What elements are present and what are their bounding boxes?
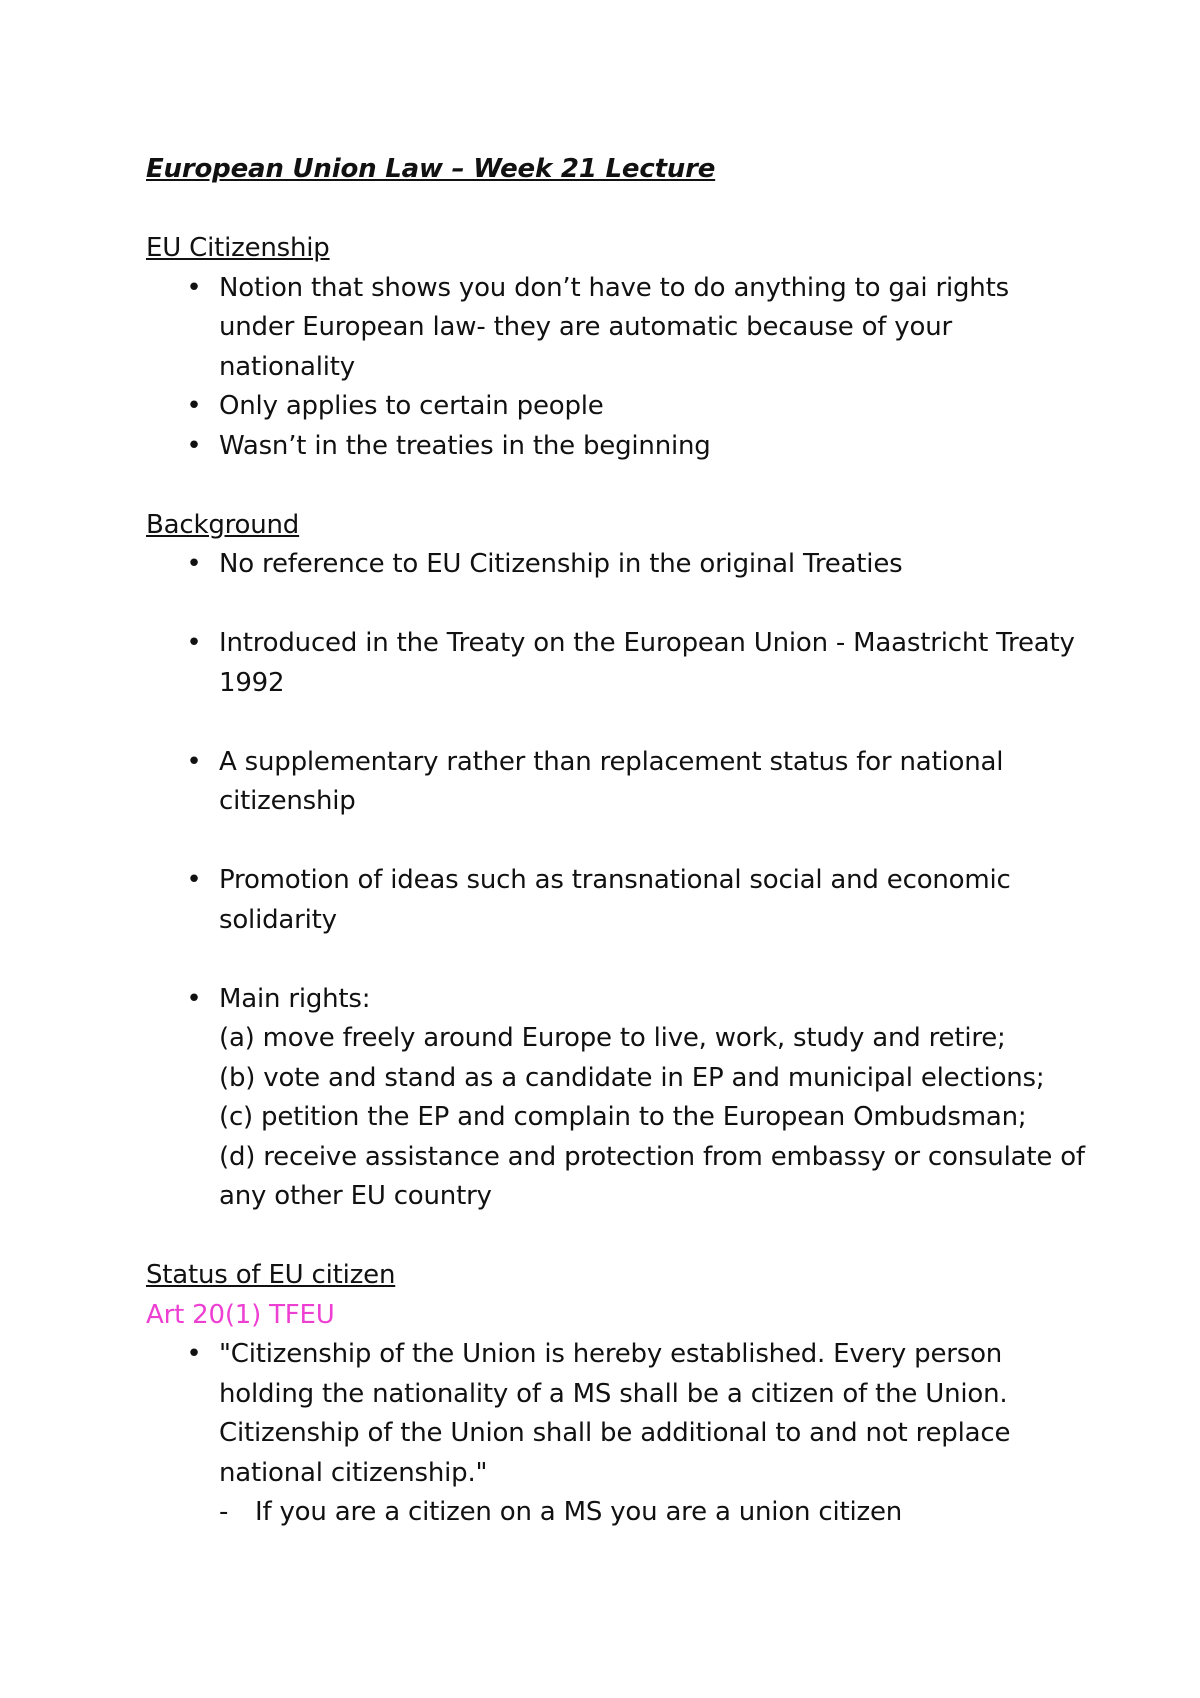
spacer: [146, 190, 1086, 230]
bullet-icon: •: [186, 865, 202, 895]
list-item: [146, 861, 1086, 940]
main-right-item: (b) vote and stand as a candidate in EP and municipal elections;: [219, 1062, 1045, 1093]
list-item: [146, 1335, 1086, 1533]
bullet-icon: •: [186, 983, 202, 1014]
list-item-text: Only applies to certain people: [219, 391, 604, 421]
list-item: [146, 624, 1086, 703]
list-item: [146, 387, 1086, 427]
dash-icon: -: [219, 1497, 229, 1527]
status-list: [146, 1335, 1086, 1533]
main-right-item: (d) receive assistance and protection from embassy or consulate of any other EU country: [219, 1141, 1085, 1211]
list-item: [146, 743, 1086, 822]
list-item: [146, 269, 1086, 388]
bullet-icon: •: [186, 628, 202, 658]
document-body: [146, 150, 1086, 1533]
main-rights-label: Main rights:: [219, 983, 371, 1014]
bullet-icon: •: [186, 430, 202, 461]
eu-citizenship-list: [146, 269, 1086, 467]
section-heading-status: Status of EU citizen: [146, 1260, 396, 1290]
list-item-text: Wasn’t in the treaties in the beginning: [219, 430, 711, 461]
bullet-icon: •: [186, 272, 202, 303]
dash-note-text: If you are a citizen on a MS you are a union citizen: [255, 1497, 903, 1527]
list-item-text: A supplementary rather than replacement status for national citizenship: [219, 746, 1004, 816]
article-quote: "Citizenship of the Union is hereby established. Every person holding the nationality of a MS shall be a citizen of the Union. Citizenship of the Union shall be additional to and not replace national citizenship.": [219, 1339, 1011, 1488]
list-item-text: Introduced in the Treaty on the European Union - Maastricht Treaty 1992: [219, 628, 1075, 698]
bullet-icon: •: [186, 549, 202, 579]
bullet-icon: •: [186, 391, 202, 421]
spacer: [146, 466, 1086, 506]
section-heading-background: Background: [146, 509, 300, 540]
bullet-icon: •: [186, 1339, 202, 1369]
list-item-text: Notion that shows you don’t have to do anything to gai rights under European law- they are automatic because of your nationality: [219, 272, 1009, 382]
article-reference: Art 20(1) TFEU: [146, 1299, 335, 1330]
list-item-text: Promotion of ideas such as transnational social and economic solidarity: [219, 865, 1011, 935]
dash-note: [219, 1493, 1086, 1533]
list-item: [146, 545, 1086, 585]
list-item-main-rights: [146, 980, 1086, 1217]
background-list: [146, 545, 1086, 1217]
list-item-text: No reference to EU Citizenship in the original Treaties: [219, 549, 903, 579]
document-title: European Union Law – Week 21 Lecture: [146, 154, 716, 184]
main-right-item: (c) petition the EP and complain to the European Ombudsman;: [219, 1102, 1027, 1132]
main-right-item: (a) move freely around Europe to live, work, study and retire;: [219, 1023, 1006, 1053]
bullet-icon: •: [186, 746, 202, 777]
section-heading-eu-citizenship: EU Citizenship: [146, 233, 330, 263]
list-item: [146, 427, 1086, 467]
